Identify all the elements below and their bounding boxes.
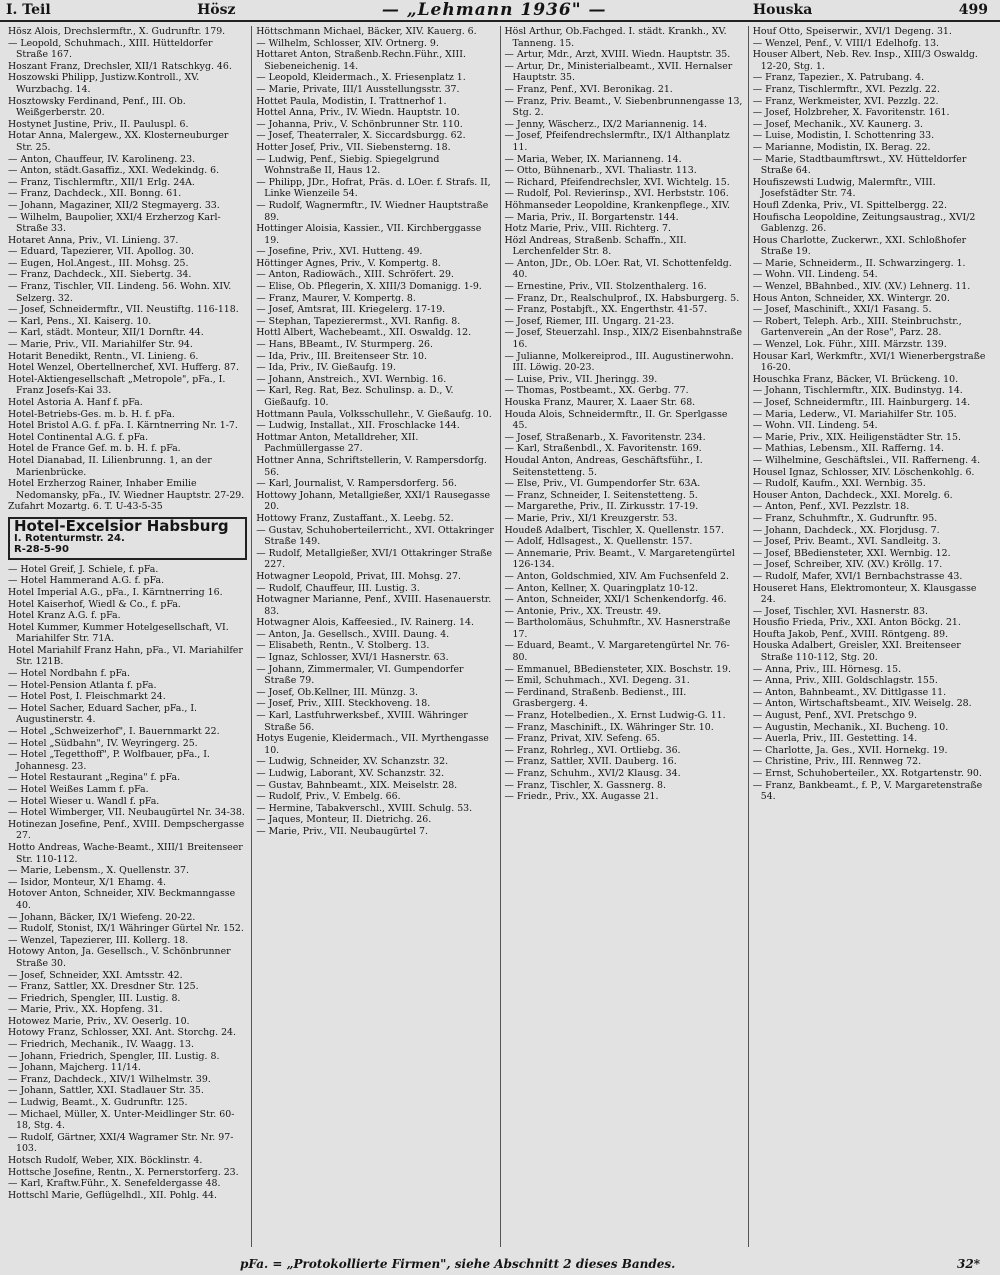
directory-entry: Hotel Erzherzog Rainer, Inhaber Emilie Nedomansky, pFa., IV. Wiedner Hauptstr. 27-29. — [8, 478, 245, 501]
directory-entry: Houseret Hans, Elektromonteur, X. Klausgasse 24. — [752, 582, 977, 606]
directory-entry: Hotel Mariahilf Franz Hahn, pFa., VI. Mariahilfer Str. 121B. — [8, 644, 243, 668]
directory-entry: — Else, Priv., VI. Gumpendorfer Str. 63A. — [504, 478, 701, 490]
directory-entry: — Franz, Tapezier., X. Patrubang. 4. — [752, 72, 925, 84]
directory-entry: Hottet Paula, Modistin, I. Trattnerhof 1. — [256, 95, 447, 107]
directory-entry: — Eduard, Tapezierer, VII. Apollog. 30. — [8, 246, 194, 258]
directory-entry: Hostynet Justine, Priv., II. Pauluspl. 6. — [8, 118, 189, 130]
directory-entry: — Marie, Priv., VII. Neubaugürtel 7. — [256, 825, 429, 837]
directory-entry: — Friedrich, Spengler, III. Lustig. 8. — [8, 992, 181, 1004]
directory-entry: — Wenzel, BBahnbed., XIV. (XV.) Lehnerg. 11. — [752, 281, 971, 293]
directory-entry: Hotel Continental A.G. f. pFa. — [8, 431, 149, 443]
directory-entry: — Auerla, Priv., III. Gestetting. 14. — [752, 733, 918, 745]
directory-entry: — Maria, Weber, IX. Marianneng. 14. — [504, 153, 682, 165]
directory-entry: Hotwagner Alois, Kaffeesied., IV. Rainerg. 14. — [256, 617, 474, 629]
directory-entry: — Josef, Straßenarb., X. Favoritenstr. 234. — [504, 431, 706, 443]
directory-entry: — Artur, Dr., Ministerialbeamt., XVII. Hernalser Hauptstr. 35. — [504, 60, 733, 84]
directory-entry: — Franz, Penf., XVI. Beronikag. 21. — [504, 83, 673, 95]
directory-entry: Hotel de France Gef. m. b. H. f. pFa. — [8, 443, 181, 455]
directory-entry: — Wilhelm, Baupolier, XXI/4 Erzherzog Karl-Straße 33. — [8, 211, 221, 235]
column-container — [4, 26, 996, 1247]
directory-entry: Hottaret Anton, Straßenb.Rechn.Führ., XIII. Siebeneichenig. 14. — [256, 49, 466, 72]
directory-entry: — Franz, Dachdeck., XII. Bonng. 61. — [8, 188, 182, 200]
directory-entry: Houser Albert, Neb. Rev. Insp., XIII/3 Oswaldg. 12-20, Stg. 1. — [752, 49, 978, 72]
directory-entry: Hous Anton, Schneider, XX. Wintergr. 20. — [752, 292, 950, 304]
directory-entry: Housar Karl, Werkmftr., XVI/1 Wienerbergstraße 16-20. — [752, 350, 986, 374]
directory-entry: — Anton, Penf., XVI. Pezzlstr. 18. — [752, 501, 910, 513]
directory-entry: Hotinezan Josefine, Penf., XVIII. Dempschergasse 27. — [8, 818, 245, 842]
hotel-advertisement — [8, 517, 247, 560]
directory-entry: — Anton, Goldschmied, XIV. Am Fuchsenfeld 2. — [504, 570, 729, 582]
directory-entry: — Emil, Schuhmach., XVI. Degeng. 31. — [504, 675, 690, 687]
book-title: — „Lehmann 1936" — — [381, 0, 607, 20]
directory-entry: — Rudolf, Mafer, XVI/1 Bernbachstrasse 43. — [752, 570, 963, 582]
directory-entry: — Marie, Priv., XX. Hopfeng. 31. — [8, 1004, 163, 1016]
directory-entry: — Jaques, Monteur, II. Dietrichg. 26. — [256, 814, 432, 826]
directory-entry: — Josef, Amtsrat, III. Kriegelerg. 17-19. — [256, 304, 446, 316]
directory-entry: — Michael, Müller, X. Unter-Meidlinger Str. 60-18, Stg. 4. — [8, 1108, 235, 1132]
directory-entry: — Anton, Bahnbeamt., XV. Dittlgasse 11. — [752, 686, 947, 698]
directory-entry: — Maria, Priv., II. Borgartenstr. 144. — [504, 211, 679, 223]
directory-entry: Houfiszewsti Ludwig, Malermftr., VIII. Josefstädter Str. 74. — [752, 176, 936, 200]
directory-entry: Houfl Zdenka, Priv., VI. Spittelbergg. 22. — [752, 199, 947, 211]
directory-entry: — Marie, Lebensm., X. Quellenstr. 37. — [8, 865, 189, 877]
directory-entry: Hösz Alois, Drechslermftr., X. Gudrunftr. 179. — [8, 26, 226, 37]
directory-entry: — Ernst, Schuhoberteiler., XX. Rotgartenstr. 90. — [752, 768, 982, 779]
directory-entry: — Josef, Mechanik., XV. Kaunerg. 3. — [752, 118, 924, 130]
directory-entry: — Karl, Reg. Rat, Bez. Schulinsp. a. D., V. Gießaufg. 10. — [256, 385, 454, 408]
directory-entry: — Wenzel, Penf., V. VIII/1 Edelhofg. 13. — [752, 37, 940, 49]
ad-name: Hotel-Excelsior Habsburg — [14, 516, 229, 535]
directory-entry: — Ludwig, Penf., Siebig. Spiegelgrund Wohnstraße II, Haus 12. — [256, 153, 440, 177]
directory-entry: — August, Penf., XVI. Pretschgo 9. — [752, 710, 917, 722]
directory-entry: — Josef, Steuerzahl. Insp., XIX/2 Eisenbahnstraße 16. — [504, 327, 743, 351]
directory-entry: — Franz, Maschinift., IX. Währinger Str. 10. — [504, 721, 714, 733]
section-end-label: Houska — [752, 2, 813, 18]
directory-entry: — Johann, Bäcker, IX/1 Wiefeng. 20-22. — [8, 911, 196, 923]
directory-entry: — Anton, Chauffeur, IV. Karolineng. 23. — [8, 153, 196, 165]
directory-entry: — Franz, Dr., Realschulprof., IX. Habsburgerg. 5. — [504, 292, 740, 304]
directory-entry: — Marie, Schneiderm., II. Schwarzingerg. 1. — [752, 257, 966, 269]
directory-entry: — Josef, Theaterraler, X. Siccardsburgg. 62. — [256, 130, 466, 142]
directory-entry: — Anton, Ja. Gesellsch., XVIII. Daung. 4. — [256, 628, 450, 640]
directory-entry: Hotel-Betriebs-Ges. m. b. H. f. pFa. — [8, 408, 175, 420]
directory-entry: — Rudolf, Stonist, IX/1 Währinger Gürtel Nr. 152. — [8, 923, 244, 935]
directory-entry: — Anton, Radiowäch., XIII. Schröfert. 29. — [256, 269, 454, 281]
directory-entry: — Franz, Tischlermftr., XII/1 Erlg. 24A. — [8, 176, 195, 188]
directory-entry: Hotel Kummer, Kummer Hotelgesellschaft, VI. Mariahilfer Str. 71A. — [8, 621, 229, 645]
directory-entry: Houf Otto, Speiserwir., XVI/1 Degeng. 31. — [752, 26, 952, 37]
directory-entry: Hotsch Rudolf, Weber, XIX. Böcklinstr. 4. — [8, 1155, 203, 1166]
directory-entry: — Hermine, Tabakverschl., XVIII. Schulg. 53. — [256, 802, 473, 814]
directory-entry: — Ludwig, Installat., XII. Froschlacke 144. — [256, 420, 460, 432]
directory-entry: Hottmann Paula, Volksschullehr., V. Gießaufg. 10. — [256, 408, 492, 420]
directory-entry: — Hotel Wieser u. Wandl f. pFa. — [8, 795, 160, 807]
directory-entry: Hottschl Marie, Geflügelhdl., XII. Pohlg. 44. — [8, 1189, 217, 1201]
directory-entry: — Hans, BBeamt., IV. Sturmperg. 26. — [256, 339, 433, 351]
directory-entry: — Augustin, Mechanik., XI. Bucheng. 10. — [752, 721, 949, 733]
directory-entry: — Stephan, Tapezierermst., XVI. Ranfig. 8. — [256, 315, 461, 327]
directory-entry: Hotwagner Marianne, Penf., XVIII. Hasenauerstr. 83. — [256, 594, 492, 617]
directory-entry: — Josef, Priv. Beamt., XVI. Sandleitg. 3. — [752, 536, 941, 548]
directory-entry: — Karl, Pens., XI. Kaiserg. 10. — [8, 315, 152, 327]
directory-entry: Houfischa Leopoldine, Zeitungsaustrag., XVI/2 Gablenzg. 26. — [752, 211, 976, 235]
directory-entry: — Adolf, Hdlsagest., X. Quellenstr. 157. — [504, 536, 693, 548]
directory-entry: — Hotel Greif, J. Schiele, f. pFa. — [8, 563, 159, 575]
directory-entry: — Marie, Priv., XI/1 Kreuzgerstr. 53. — [504, 512, 678, 524]
directory-entry: Hözl Andreas, Straßenb. Schaffn., XII. Lerchenfelder Str. 8. — [504, 234, 687, 258]
directory-entry: — Elise, Ob. Pflegerin, X. XIII/3 Domanigg. 1-9. — [256, 281, 482, 293]
directory-entry: — Margarethe, Priv., II. Zirkusstr. 17-19. — [504, 501, 699, 513]
directory-entry: — Hotel Nordbahn f. pFa. — [8, 668, 130, 680]
directory-entry: — Marie, Stadtbaumftrswt., XV. Hütteldorfer Straße 64. — [752, 153, 967, 177]
directory-entry: Houfta Jakob, Penf., XVIII. Röntgeng. 89. — [752, 628, 949, 640]
directory-entry: — Hotel Wimberger, VII. Neubaugürtel Nr. 34-38. — [8, 807, 245, 819]
directory-entry: — Franz, Tischlermftr., XVI. Pezzlg. 22. — [752, 83, 940, 95]
directory-entry: Houser Anton, Dachdeck., XXI. Morelg. 6. — [752, 489, 953, 501]
directory-entry: — Hotel „Südbahn", IV. Weyringerg. 25. — [8, 737, 198, 749]
directory-entry: — Karl, städt. Monteur, XII/1 Dornftr. 44. — [8, 327, 204, 339]
directory-entry: — Franz, Priv. Beamt., V. Siebenbrunnengasse 13, Stg. 2. — [504, 95, 743, 119]
directory-entry: Houdeß Adalbert, Tischler, X. Quellenstr. 157. — [504, 524, 724, 536]
directory-entry: — Josef, Schneidermftr., VII. Neustiftg. 116-118. — [8, 304, 239, 316]
directory-entry: Hotys Eugenie, Kleidermach., VII. Myrthengasse 10. — [256, 733, 489, 756]
directory-entry: Hotover Anton, Schneider, XIV. Beckmanngasse 40. — [8, 888, 236, 911]
directory-entry: — Ferdinand, Straßenb. Bedienst., III. Grasbergerg. 4. — [504, 686, 687, 710]
directory-entry: — Anton, Schneider, XXI/1 Schenkendorfg. 46. — [504, 594, 727, 606]
directory-entry: — Karl, Kraftw.Führ., X. Senefeldergasse 48. — [8, 1178, 221, 1190]
directory-entry: Hotel Dianabad, II. Lilienbrunng. 1, an der Marienbrücke. — [8, 454, 212, 478]
directory-entry: — Hotel Hammerand A.G. f. pFa. — [8, 575, 165, 587]
directory-entry: — Franz, Postabjft., XX. Engerthstr. 41-57. — [504, 304, 708, 316]
directory-entry: Hotar Anna, Malergew., XX. Klosterneuburger Str. 25. — [8, 130, 229, 153]
directory-entry: Hotaret Anna, Priv., VI. Linieng. 37. — [8, 234, 179, 246]
directory-entry: Hottinger Aloisia, Kassier., VII. Kirchberggasse 19. — [256, 223, 482, 246]
directory-entry: — Anna, Priv., XIII. Goldschlagstr. 155. — [752, 675, 938, 687]
column-4 — [749, 26, 996, 1247]
directory-entry: Hoszowski Philipp, Justizw.Kontroll., XV. Wurzbachg. 14. — [8, 72, 200, 95]
directory-entry: — Elisabeth, Rentn., V. Stolberg. 13. — [256, 640, 430, 652]
directory-entry: — Rudolf, Wagnermftr., IV. Wiedner Hauptstraße 89. — [256, 199, 489, 223]
directory-entry: — Friedrich, Mechanik., IV. Waagg. 13. — [8, 1039, 194, 1051]
directory-entry: — Thomas, Postbeamt., XX. Gerbg. 77. — [504, 385, 689, 397]
part-label: I. Teil — [6, 2, 51, 18]
directory-entry: — Josef, Tischler, XVI. Hasnerstr. 83. — [752, 605, 928, 617]
directory-entry: Housfio Frieda, Priv., XXI. Anton Böckg. 21. — [752, 617, 961, 629]
directory-entry: — Rudolf, Pol. Revierinsp., XVI. Herbststr. 106. — [504, 188, 729, 200]
directory-entry: — Wenzel, Tapezierer, III. Kollerg. 18. — [8, 934, 189, 946]
directory-entry: Hottner Anna, Schriftstellerin, V. Rampersdorfg. 56. — [256, 454, 487, 478]
directory-entry: — Hotel Restaurant „Regina" f. pFa. — [8, 772, 181, 784]
directory-entry: — Franz, Dachdeck., XIV/1 Wilhelmstr. 39. — [8, 1073, 211, 1085]
directory-entry: — Franz, Schuhmftr., X. Gudrunftr. 95. — [752, 512, 938, 524]
directory-entry: Hotel Imperial A.G., pFa., I. Kärntnerring 16. — [8, 586, 223, 598]
directory-entry: — Karl, Straßenbdl., X. Favoritenstr. 169. — [504, 443, 702, 455]
directory-entry: — Anton, Wirtschaftsbeamt., XIV. Weiselg. 28. — [752, 698, 972, 710]
directory-entry: Hottowy Johann, Metallgießer, XXI/1 Rausegasse 20. — [256, 489, 491, 513]
directory-entry: — Josef, Priv., XIII. Steckhoveng. 18. — [256, 698, 431, 710]
directory-entry: — Franz, Sattler, XVII. Dauberg. 16. — [504, 756, 677, 768]
directory-entry: — Marie, Priv., XIX. Heiligenstädter Str. 15. — [752, 431, 961, 443]
directory-entry: Hotwagner Leopold, Privat, III. Mohsg. 27. — [256, 570, 461, 582]
directory-entry: — Philipp, JDr., Hofrat, Präs. d. LOer. f. Strafs. II, Linke Wienzeile 54. — [256, 176, 491, 200]
directory-entry: — Artur, Mdr., Arzt, XVIII. Wiedn. Hauptstr. 35. — [504, 49, 731, 61]
directory-entry: — Franz, Sattler, XX. Dresdner Str. 125. — [8, 981, 199, 993]
directory-entry: — Wohn. VII. Lindeng. 54. — [752, 269, 878, 281]
directory-entry: — Franz, Dachdeck., XII. Siebertg. 34. — [8, 269, 192, 281]
directory-entry: — Maria, Lederw., VI. Mariahilfer Str. 105. — [752, 408, 957, 420]
directory-entry: — Luise, Modistin, I. Schottenring 33. — [752, 130, 935, 142]
directory-entry: — Eugen, Hol.Angest., III. Mohsg. 25. — [8, 257, 189, 269]
directory-entry: Hotel Kranz A.G. f. pFa. — [8, 610, 121, 622]
directory-entry: — Luise, Priv., VII. Jheringg. 39. — [504, 373, 658, 385]
section-start-label: Hösz — [197, 2, 236, 18]
directory-entry: — Otto, Bühnenarb., XVI. Thaliastr. 113. — [504, 165, 697, 177]
directory-entry: — Josef, Schreiber, XIV. (XV.) Kröllg. 17. — [752, 559, 943, 571]
directory-entry: — Hotel Weißes Lamm f. pFa. — [8, 784, 149, 795]
directory-entry: — Josef, Ob.Kellner, III. Münzg. 3. — [256, 686, 419, 698]
directory-entry: Hotter Josef, Priv., VII. Siebensterng. 18. — [256, 141, 451, 153]
directory-entry: — Franz, Schuhm., XVI/2 Klausg. 34. — [504, 768, 681, 779]
directory-entry: — Franz, Maurer, V. Kompertg. 8. — [256, 292, 416, 304]
directory-entry: — Karl, Journalist, V. Rampersdorferg. 56. — [256, 478, 457, 490]
directory-entry: — Marie, Private, III/1 Ausstellungsstr. 37. — [256, 83, 460, 95]
directory-entry: — Hotel „Schweizerhof", I. Bauernmarkt 22. — [8, 726, 220, 738]
directory-entry: — Christine, Priv., III. Rennweg 72. — [752, 756, 922, 768]
directory-entry: — Anna, Priv., III. Hörnesg. 15. — [752, 663, 902, 675]
directory-entry: — Friedr., Priv., XX. Augasse 21. — [504, 791, 659, 803]
directory-entry: Hotel Kaiserhof, Wiedl & Co., f. pFa. — [8, 598, 181, 610]
page-code: 32* — [957, 1257, 980, 1271]
directory-entry: Hoszant Franz, Drechsler, XII/1 Ratschkyg. 46. — [8, 60, 232, 72]
directory-entry: — Franz, Schneider, I. Seitenstetteng. 5. — [504, 489, 698, 501]
directory-entry: — Franz, Bankbeamt., f. P., V. Margaretenstraße 54. — [752, 779, 983, 803]
directory-entry: — Anton, Kellner, X. Quaringplatz 10-12. — [504, 582, 699, 594]
directory-entry: — Franz, Werkmeister, XVI. Pezzlg. 22. — [752, 95, 939, 107]
directory-entry: Hotto Andreas, Wache-Beamt., XIII/1 Breitenseer Str. 110-112. — [8, 841, 243, 865]
directory-entry: — Julianne, Molkereiprod., III. Augustinerwohn. III. Löwig. 20-23. — [504, 350, 734, 374]
directory-entry: — Rudolf, Priv., V. Embelg. 66. — [256, 791, 401, 803]
directory-entry: — Ernestine, Priv., VII. Stolzenthalerg. 16. — [504, 281, 707, 293]
directory-entry: — Emmanuel, BBediensteter, XIX. Boschstr. 19. — [504, 663, 731, 675]
directory-entry: — Gustav, Schuhoberteilerricht., XVI. Ottakringer Straße 149. — [256, 524, 494, 548]
directory-entry: — Johann, Zimmermaler, VI. Gumpendorfer Straße 79. — [256, 663, 464, 687]
directory-entry: — Marianne, Modistin, IX. Berag. 22. — [752, 141, 931, 153]
directory-entry: — Eduard, Beamt., V. Margaretengürtel Nr. 76-80. — [504, 640, 730, 664]
directory-entry: — Johann, Friedrich, Spengler, III. Lustig. 8. — [8, 1050, 220, 1062]
directory-entry: Houdal Anton, Andreas, Geschäftsführ., I. Seitenstetteng. 5. — [504, 454, 703, 478]
directory-entry: Hotel Bristol A.G. f. pFa. I. Kärntnerring Nr. 1-7. — [8, 420, 238, 432]
directory-entry: — Wilhelmine, Geschäftslei., VII. Rafferneng. 4. — [752, 454, 981, 466]
directory-entry: Housel Ignaz, Schlosser, XIV. Löschenkohlg. 6. — [752, 466, 975, 478]
directory-entry: — Anton, JDr., Ob. LOer. Rat, VI. Schottenfeldg. 40. — [504, 257, 732, 281]
directory-entry: Hotowez Marie, Priv., XV. Oeserlg. 10. — [8, 1015, 190, 1027]
column-2 — [252, 26, 500, 1247]
directory-entry: Hotowy Franz, Schlosser, XXI. Ant. Storchg. 24. — [8, 1027, 237, 1039]
directory-entry: — Karl, Lastfuhrwerksbef., XVIII. Währinger Straße 56. — [256, 710, 468, 733]
directory-entry: — Johann, Sattler, XXI. Stadlauer Str. 35. — [8, 1085, 204, 1097]
directory-entry: Houda Alois, Schneidermftr., II. Gr. Sperlgasse 45. — [504, 408, 728, 432]
directory-entry: Hotz Marie, Priv., VIII. Richterg. 7. — [504, 223, 671, 235]
directory-entry: — Marie, Priv., VII. Mariahilfer Str. 94. — [8, 339, 193, 351]
directory-entry: — Bartholomäus, Schuhmftr., XV. Hasnerstraße 17. — [504, 617, 731, 640]
directory-entry: — Franz, Tischler, X. Gassnerg. 8. — [504, 779, 666, 791]
directory-entry: — Franz, Hotelbedien., X. Ernst Ludwig-G. 11. — [504, 710, 726, 722]
directory-entry: — Hotel-Pension Atlanta f. pFa. — [8, 679, 157, 691]
directory-entry: — Josef, Schneidermftr., III. Hainburgerg. 14. — [752, 397, 971, 408]
directory-entry: — Rudolf, Kaufm., XXI. Wernbig. 35. — [752, 478, 926, 490]
page-footer — [0, 1257, 1000, 1271]
directory-entry: — Wenzel, Lok. Führ., XIII. Märzstr. 139. — [752, 339, 947, 351]
directory-entry: — Ludwig, Laborant, XV. Schanzstr. 32. — [256, 768, 445, 779]
directory-entry: — Leopold, Schuhmach., XIII. Hütteldorfer Straße 167. — [8, 37, 213, 61]
directory-entry: — Johann, Majcherg. 11/14. — [8, 1062, 141, 1074]
directory-entry: Hous Charlotte, Zuckerwr., XXI. Schloßhofer Straße 19. — [752, 234, 967, 258]
directory-entry: — Ludwig, Beamt., X. Gudrunftr. 125. — [8, 1097, 188, 1109]
directory-entry: — Ludwig, Schneider, XV. Schanzstr. 32. — [256, 756, 449, 768]
directory-entry: Höttschmann Michael, Bäcker, XIV. Kauerg. 6. — [256, 26, 477, 37]
column-1 — [4, 26, 252, 1247]
directory-entry: Hottel Anna, Priv., IV. Wiedn. Hauptstr. 10. — [256, 107, 460, 119]
directory-entry: — Charlotte, Ja. Ges., XVII. Hornekg. 19. — [752, 744, 948, 756]
footer-note: pFa. = „Protokollierte Firmen", siehe Abschnitt 2 dieses Bandes. — [240, 1257, 676, 1271]
directory-entry: — Hotel „Tegetthoff", P. Wolfbauer, pFa., I. Johannesg. 23. — [8, 749, 210, 772]
directory-entry: — Johann, Tischlermftr., XIX. Budinstyg. 14. — [752, 385, 963, 397]
directory-entry: — Josef, BBediensteter, XXI. Wernbig. 12. — [752, 547, 951, 559]
page-header — [0, 0, 1000, 22]
directory-entry: Houska Adalbert, Greisler, XXI. Breitenseer Straße 110-112, Stg. 20. — [752, 640, 961, 664]
directory-entry: — Johann, Magaziner, XII/2 Stegmayerg. 33. — [8, 199, 220, 211]
directory-entry: Hottmar Anton, Metalldreher, XII. Pachmüllergasse 27. — [256, 431, 419, 455]
directory-entry: — Hotel Post, I. Fleischmarkt 24. — [8, 691, 166, 703]
directory-entry: Houska Franz, Maurer, X. Laaer Str. 68. — [504, 397, 696, 408]
directory-entry: Houschka Franz, Bäcker, VI. Brückeng. 10. — [752, 373, 959, 385]
directory-entry: — Rudolf, Gärtner, XXI/4 Wagramer Str. Nr. 97-103. — [8, 1131, 234, 1155]
column-3 — [501, 26, 749, 1247]
directory-entry: — Robert, Teleph. Arb., XIII. Steinbruchstr., Gartenverein „An der Rose", Parz. 28. — [752, 315, 962, 339]
directory-entry: — Johann, Dachdeck., XX. Florjdusg. 7. — [752, 524, 940, 536]
directory-entry: — Richard, Pfeifendrechsler, XVI. Wichtelg. 15. — [504, 176, 730, 188]
directory-entry: — Wohn. VII. Lindeng. 54. — [752, 420, 878, 432]
directory-entry: — Anton, städt.Gasaffiz., XXI. Wedekindg. 6. — [8, 165, 220, 177]
page-number: 499 — [958, 2, 988, 18]
directory-entry: — Johann, Anstreich., XVI. Wernbig. 16. — [256, 373, 447, 385]
directory-entry: Höttinger Agnes, Priv., V. Kompertg. 8. — [256, 257, 441, 269]
directory-entry: — Franz, Rohrleg., XVI. Ortliebg. 36. — [504, 744, 681, 756]
directory-entry: — Mathias, Lebensm., XII. Rafferng. 14. — [752, 443, 944, 455]
directory-entry: — Franz, Tischler, VII. Lindeng. 56. Wohn. XIV. Selzerg. 32. — [8, 281, 232, 304]
directory-entry: — Josef, Riemer, III. Ungarg. 21-23. — [504, 315, 675, 327]
directory-entry: — Isidor, Monteur, X/1 Ehamg. 4. — [8, 876, 167, 888]
directory-entry: Hottowy Franz, Zustaffant., X. Leebg. 52. — [256, 512, 454, 524]
directory-entry: — Wilhelm, Schlosser, XIV. Ortnerg. 9. — [256, 37, 439, 49]
directory-entry: Hotowy Anton, Ja. Gesellsch., V. Schönbrunner Straße 30. — [8, 946, 231, 969]
directory-entry: — Rudolf, Metallgießer, XVI/1 Ottakringer Straße 227. — [256, 547, 493, 571]
ad-address: I. Rotenturmstr. 24. — [14, 532, 125, 544]
directory-entry: Hottsche Josefine, Rentn., X. Pernerstorferg. 23. — [8, 1166, 239, 1178]
directory-entry: — Ignaz, Schlosser, XVI/1 Hasnerstr. 63. — [256, 652, 449, 664]
directory-entry: — Josef, Pfeifendrechslermftr., IX/1 Althanplatz 11. — [504, 130, 730, 153]
directory-entry: — Josefine, Priv., XVI. Hutteng. 49. — [256, 246, 423, 258]
directory-entry: — Hotel Sacher, Eduard Sacher, pFa., I. Augustinerstr. 4. — [8, 702, 198, 726]
directory-entry: Hösl Arthur, Ob.Fachged. I. städt. Krankh., XV. Tanneng. 15. — [504, 26, 727, 49]
directory-entry: — Annemarie, Priv. Beamt., V. Margaretengürtel 126-134. — [504, 547, 735, 571]
directory-entry: Zufahrt Mozartg. 6. T. U-43-5-35 — [8, 501, 163, 513]
directory-entry: — Josef, Maschinift., XXI/1 Fasang. 5. — [752, 304, 932, 316]
directory-entry: — Jenny, Wäscherz., IX/2 Mariannenig. 14. — [504, 118, 707, 130]
directory-entry: Hotel-Aktiengesellschaft „Metropole", pFa., I. Franz Josefs-Kai 33. — [8, 373, 226, 397]
directory-entry: Hosztowsky Ferdinand, Penf., III. Ob. Weißgerberstr. 20. — [8, 95, 186, 119]
directory-entry: — Josef, Schneider, XXI. Amtsstr. 42. — [8, 969, 183, 981]
directory-entry: Hotarit Benedikt, Rentn., VI. Linieng. 6. — [8, 350, 199, 362]
directory-entry: — Franz, Privat, XIV. Sefeng. 65. — [504, 733, 661, 745]
directory-entry: — Ida, Priv., III. Breitenseer Str. 10. — [256, 350, 427, 362]
ad-phone: R-28-5-90 — [14, 544, 69, 556]
directory-entry: Hottl Albert, Wachebeamt., XII. Oswaldg. 12. — [256, 327, 472, 339]
directory-entry: — Gustav, Bahnbeamt., XIX. Meiselstr. 28. — [256, 779, 458, 791]
directory-entry: — Johanna, Priv., V. Schönbrunner Str. 110. — [256, 118, 463, 130]
directory-entry: — Leopold, Kleidermach., X. Friesenplatz 1. — [256, 72, 466, 84]
directory-entry: Hotel Astoria A. Hanf f. pFa. — [8, 397, 143, 408]
directory-entry: Hotel Wenzel, Obertellnerchef, XVI. Hufferg. 87. — [8, 362, 239, 374]
directory-entry: — Josef, Holzbreher, X. Favoritenstr. 161. — [752, 107, 950, 119]
directory-entry: Höhmanseder Leopoldine, Krankenpflege., XIV. — [504, 199, 731, 211]
directory-entry: — Ida, Priv., IV. Gießaufg. 19. — [256, 362, 396, 374]
directory-entry: — Rudolf, Chauffeur, III. Lustig. 3. — [256, 582, 420, 594]
directory-entry: — Antonie, Priv., XX. Treustr. 49. — [504, 605, 662, 617]
